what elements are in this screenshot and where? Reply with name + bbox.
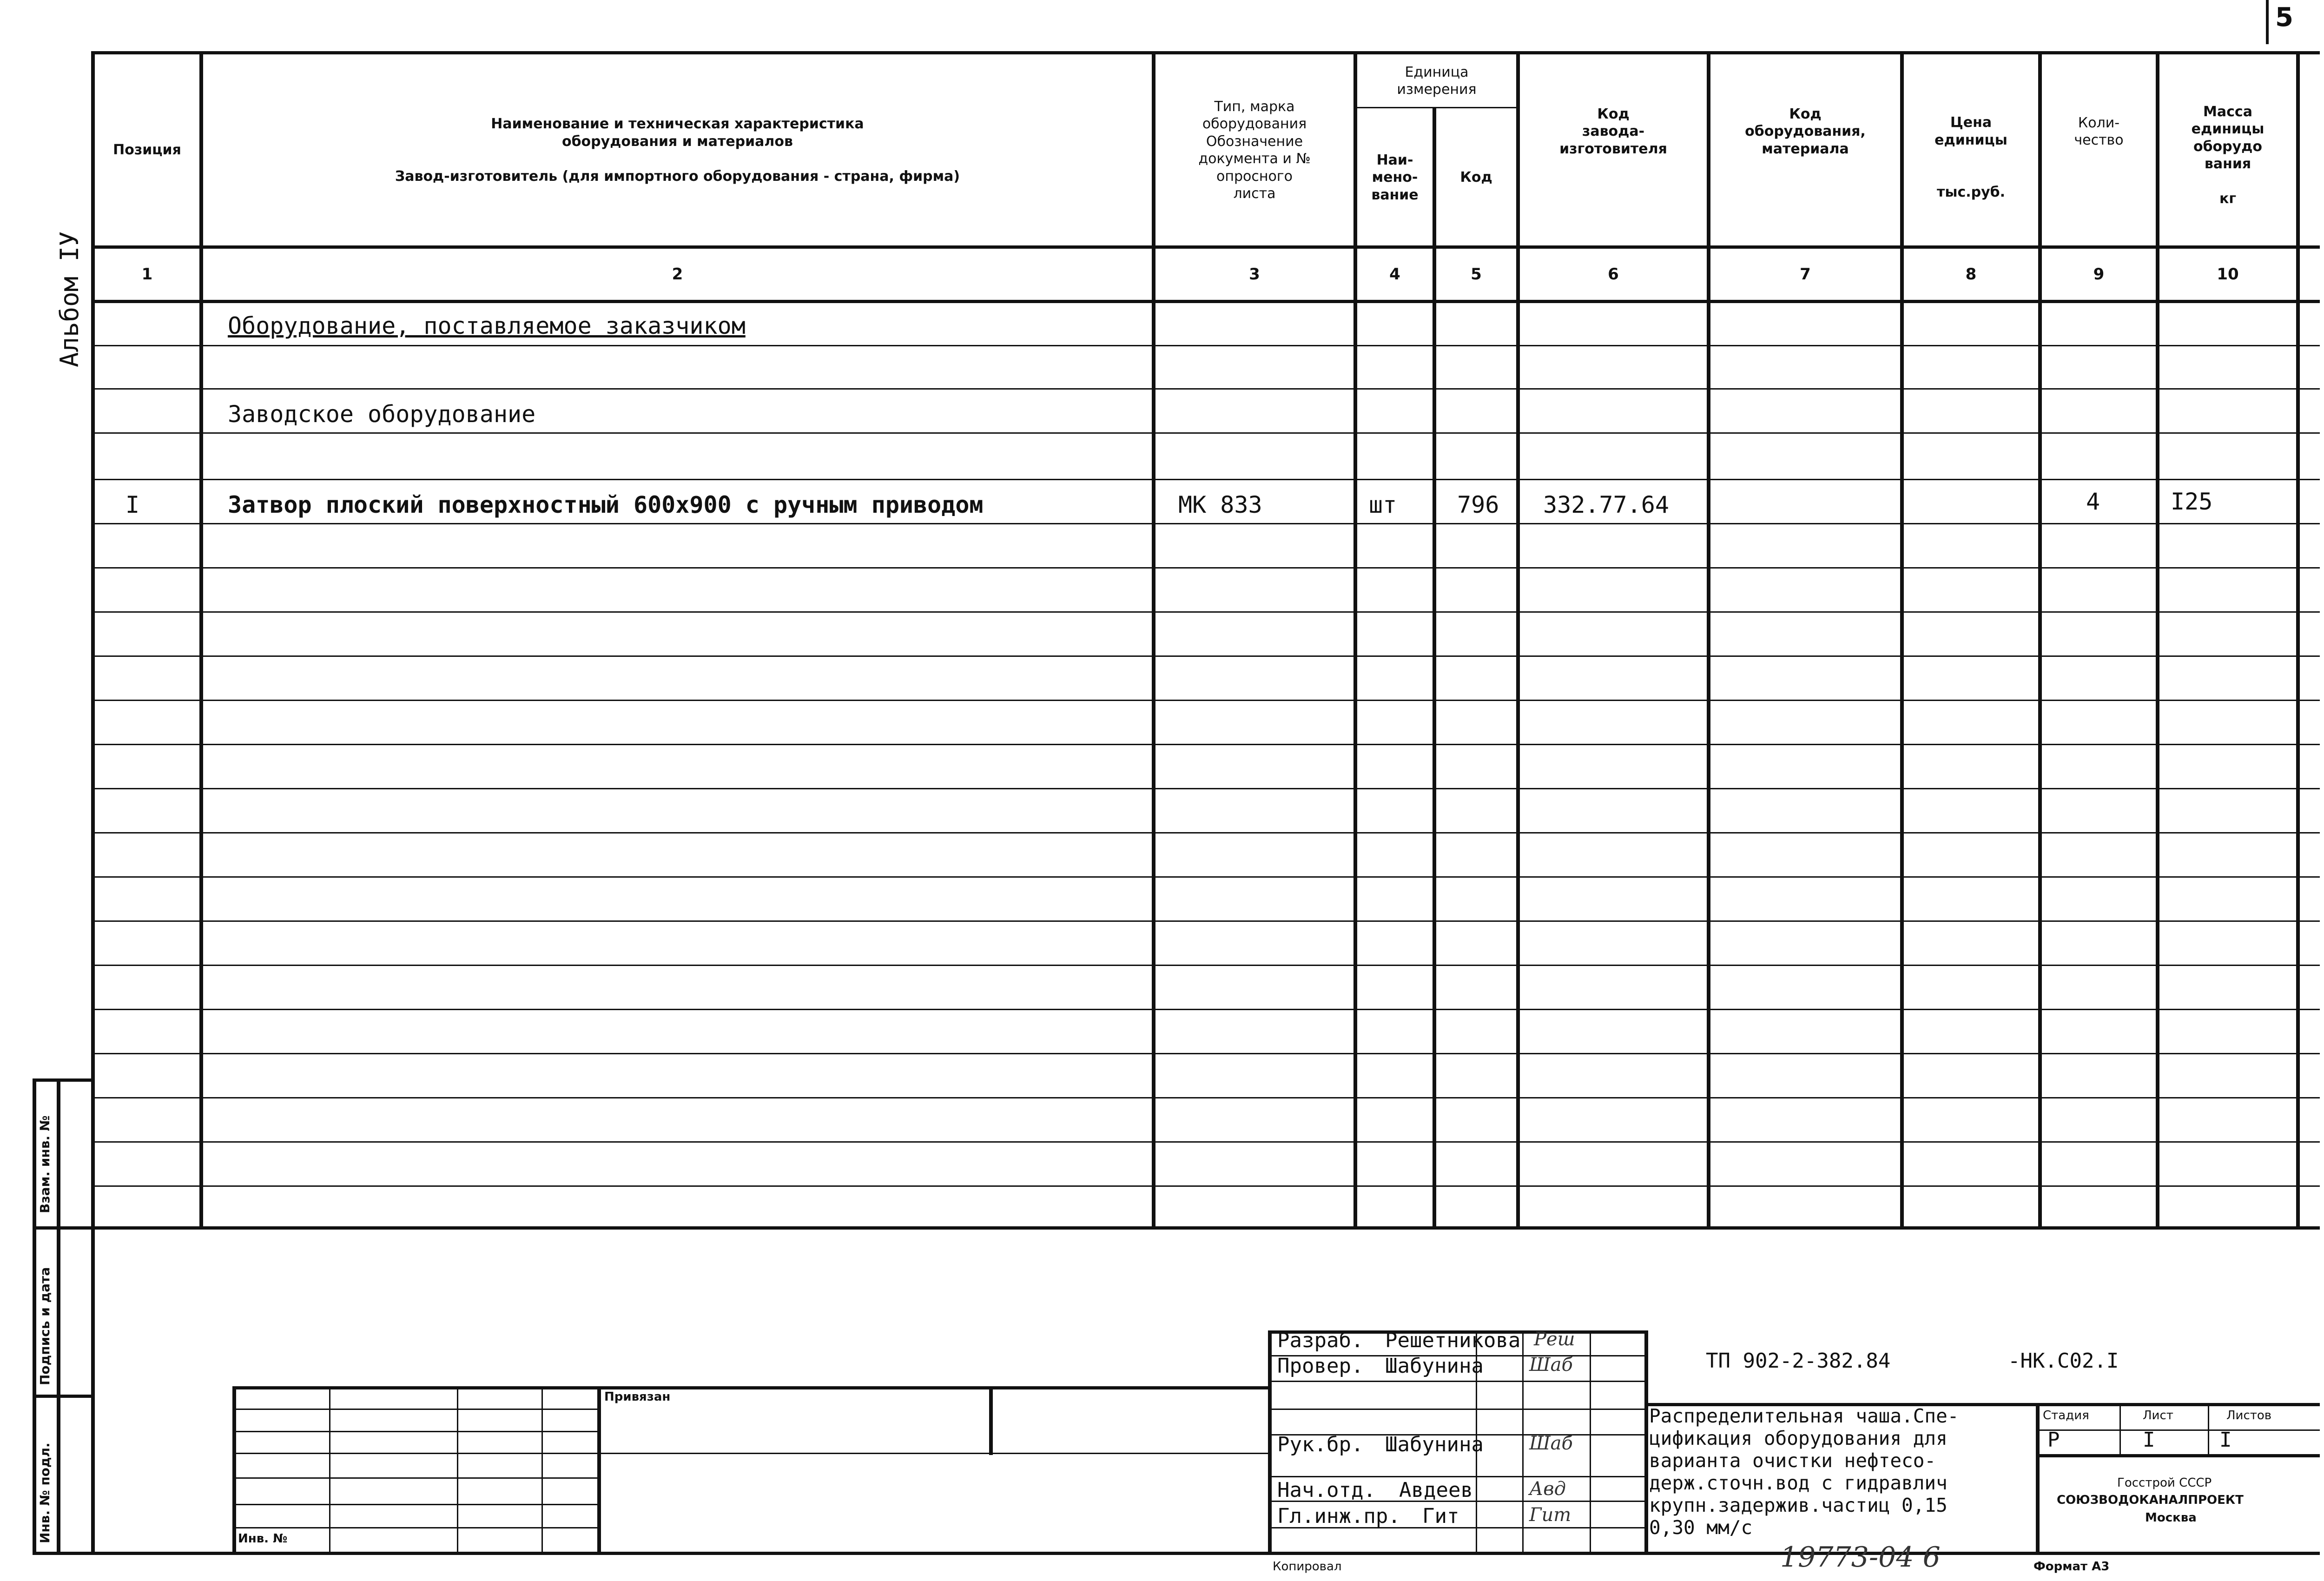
sheet-value: I bbox=[2143, 1428, 2155, 1452]
row-name: Затвор плоский поверхностный 600х900 с ручным приводом bbox=[228, 491, 984, 518]
col-num-4: 4 bbox=[1389, 265, 1400, 284]
doc-code: ТП 902-2-382.84 bbox=[1706, 1349, 1891, 1373]
row-unit-name: шт bbox=[1369, 491, 1397, 518]
signer-2-name: Шабунина bbox=[1385, 1354, 1484, 1378]
signer-1-role: Разраб. bbox=[1277, 1329, 1364, 1352]
page-number: 5 bbox=[2275, 2, 2293, 33]
signer-5-role: Гл.инж.пр. bbox=[1277, 1504, 1400, 1528]
stage-label: Стадия bbox=[2043, 1409, 2089, 1422]
row-quantity: 4 bbox=[2086, 488, 2100, 515]
signer-5-signature: Гит bbox=[1529, 1504, 1571, 1526]
col-header-factory-code: Код завода- изготовителя bbox=[1559, 106, 1667, 157]
col-header-type: Тип, марка оборудования Обозначение документа и № опросного листа bbox=[1198, 98, 1311, 202]
binding-label: Привязан bbox=[604, 1390, 671, 1404]
doc-code-suffix: -НК.С02.I bbox=[2008, 1349, 2119, 1373]
copied-label: Копировал bbox=[1273, 1560, 1342, 1574]
org-city: Москва bbox=[2145, 1511, 2197, 1525]
format-label: Формат А3 bbox=[2034, 1560, 2110, 1574]
col-header-unit-name: Наи- мено- вание bbox=[1371, 152, 1419, 203]
section-heading: Оборудование, поставляемое заказчиком bbox=[228, 312, 746, 339]
sheets-value: I bbox=[2219, 1428, 2232, 1452]
row-mass: I25 bbox=[2171, 488, 2213, 515]
col-header-unit-code: Код bbox=[1460, 169, 1492, 186]
archive-number: 19773-04 6 bbox=[1780, 1541, 1941, 1574]
col-num-1: 1 bbox=[141, 265, 153, 284]
stage-value: Р bbox=[2047, 1428, 2060, 1452]
sheets-label: Листов bbox=[2226, 1409, 2272, 1422]
stamp-inv-podl: Инв. № подл. bbox=[37, 1442, 53, 1543]
signer-5-name: Гит bbox=[1422, 1504, 1459, 1528]
col-header-quantity: Коли- чество bbox=[2074, 114, 2124, 148]
col-num-3: 3 bbox=[1249, 265, 1260, 284]
col-num-5: 5 bbox=[1471, 265, 1482, 284]
stamp-vzam-inv: Взам. инв. № bbox=[37, 1115, 53, 1213]
signer-3-signature: Шаб bbox=[1529, 1433, 1573, 1454]
row-position: I bbox=[125, 491, 140, 518]
album-label: Альбом IУ bbox=[55, 231, 84, 367]
signer-3-name: Шабунина bbox=[1385, 1433, 1484, 1456]
row-type: МК 833 bbox=[1178, 491, 1262, 518]
org-name: СОЮЗВОДОКАНАЛПРОЕКТ bbox=[2057, 1493, 2244, 1507]
stamp-podpis-data: Подпись и дата bbox=[37, 1267, 53, 1385]
col-header-name: Наименование и техническая характеристика оборудования и материалов Завод-изготовитель (для импортного оборудования - страна, фирма) bbox=[395, 116, 960, 185]
signer-3-role: Рук.бр. bbox=[1277, 1433, 1364, 1456]
col-num-8: 8 bbox=[1965, 265, 1977, 284]
col-header-position: Позиция bbox=[113, 142, 181, 159]
col-header-material-code: Код оборудования, материала bbox=[1745, 106, 1866, 157]
row-unit-code: 796 bbox=[1457, 491, 1499, 518]
col-num-10: 10 bbox=[2217, 265, 2239, 284]
signer-2-signature: Шаб bbox=[1529, 1354, 1573, 1376]
signer-4-role: Нач.отд. bbox=[1277, 1478, 1376, 1502]
signer-4-name: Авдеев bbox=[1399, 1478, 1473, 1502]
row-factory-code: 332.77.64 bbox=[1543, 491, 1669, 518]
signer-1-signature: Рeш bbox=[1534, 1329, 1575, 1350]
org-ministry: Госстрой СССР bbox=[2117, 1476, 2212, 1490]
signer-2-role: Провер. bbox=[1277, 1354, 1364, 1378]
signer-4-signature: Авд bbox=[1529, 1478, 1566, 1500]
col-num-2: 2 bbox=[672, 265, 683, 284]
col-num-7: 7 bbox=[1800, 265, 1811, 284]
col-header-unit-group: Единица измерения bbox=[1397, 64, 1477, 98]
col-num-6: 6 bbox=[1608, 265, 1619, 284]
col-header-price: Цена единицы тыс.руб. bbox=[1934, 114, 2007, 201]
signer-1-name: Решетникова bbox=[1385, 1329, 1521, 1352]
sheet-label: Лист bbox=[2143, 1409, 2173, 1422]
col-num-9: 9 bbox=[2093, 265, 2105, 284]
col-header-mass: Масса единицы оборудо вания кг bbox=[2191, 103, 2265, 207]
subsection-heading: Заводское оборудование bbox=[228, 401, 536, 428]
binding-inv-label: Инв. № bbox=[238, 1532, 288, 1546]
